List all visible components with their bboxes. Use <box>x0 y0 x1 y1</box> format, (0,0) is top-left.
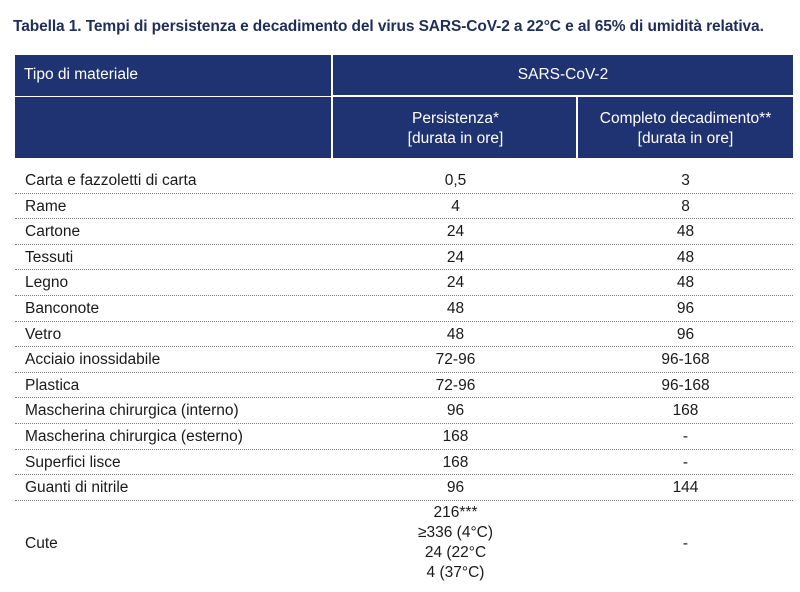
table-row <box>15 168 793 194</box>
cell-persistence-line: 216*** <box>433 504 478 521</box>
cell-persistence: 48 <box>446 325 465 343</box>
table-row <box>15 194 793 220</box>
cell-material: Cute <box>25 535 58 552</box>
cell-material: Vetro <box>25 325 62 343</box>
cell-decay: - <box>682 428 689 445</box>
table-row <box>15 322 793 348</box>
header-decay-line: Completo decadimento** <box>599 110 772 127</box>
cell-persistence-line: ≥336 (4°C) <box>417 524 493 541</box>
cell-persistence: 24 <box>446 274 465 292</box>
table-row <box>15 219 793 245</box>
cell-material: Banconote <box>25 300 100 317</box>
cell-material: Cartone <box>25 223 81 241</box>
cell-material: Plastica <box>25 376 80 394</box>
cell-persistence: 24 <box>446 223 465 241</box>
table-title: Tabella 1. Tempi di persistenza e decadimento del virus SARS-CoV-2 a 22°C e al 65% di umidità relativa. <box>13 18 764 35</box>
cell-persistence: 72-96 <box>435 376 476 394</box>
table-row <box>15 296 793 322</box>
table-row <box>15 270 793 296</box>
cell-persistence: 168 <box>442 428 469 445</box>
cell-material: Mascherina chirurgica (esterno) <box>25 428 243 445</box>
cell-decay: 168 <box>672 402 699 420</box>
cell-decay: 96-168 <box>661 351 710 369</box>
cell-decay: 48 <box>676 248 695 266</box>
table-row <box>15 502 793 588</box>
cell-material: Legno <box>25 274 69 292</box>
cell-decay: 3 <box>681 172 690 189</box>
header-persistence-line: Persistenza* <box>411 110 499 127</box>
table-row <box>15 450 793 476</box>
cell-material: Mascherina chirurgica (interno) <box>25 402 239 420</box>
cell-persistence: 24 <box>446 248 465 266</box>
table-row <box>15 373 793 399</box>
cell-persistence-line: 4 (37°C) <box>426 564 485 581</box>
cell-persistence: 96 <box>446 402 465 420</box>
cell-persistence: 0,5 <box>444 172 467 189</box>
table-row <box>15 398 793 424</box>
header-material: Tipo di materiale <box>24 66 139 83</box>
cell-decay: - <box>682 453 689 471</box>
cell-decay: 48 <box>676 223 695 241</box>
header-persistence <box>335 109 576 149</box>
cell-persistence: 48 <box>446 300 465 317</box>
cell-decay: 48 <box>676 274 695 292</box>
table-row <box>15 245 793 271</box>
header-virus: SARS-CoV-2 <box>517 66 609 83</box>
cell-material: Acciaio inossidabile <box>25 351 161 369</box>
cell-persistence: 4 <box>451 197 460 215</box>
cell-persistence-line: 24 (22°C <box>424 544 487 561</box>
header-decay <box>578 109 793 149</box>
table-row <box>15 347 793 373</box>
header-decay-line: [durata in ore] <box>637 130 734 147</box>
cell-persistence: 96 <box>446 479 465 497</box>
cell-decay: 96 <box>676 325 695 343</box>
cell-persistence <box>335 503 576 583</box>
cell-material: Tessuti <box>25 248 74 266</box>
cell-decay: 96 <box>676 300 695 317</box>
cell-decay: 96-168 <box>661 376 710 394</box>
cell-material: Guanti di nitrile <box>25 479 129 497</box>
cell-persistence: 72-96 <box>435 351 476 369</box>
table-row <box>15 424 793 450</box>
header-persistence-line: [durata in ore] <box>407 130 504 147</box>
cell-material: Carta e fazzoletti di carta <box>25 172 197 189</box>
table-row <box>15 475 793 501</box>
cell-persistence: 168 <box>442 453 469 471</box>
cell-decay: 144 <box>672 479 699 497</box>
cell-material: Superfici lisce <box>25 453 121 471</box>
cell-decay: - <box>682 535 689 552</box>
cell-material: Rame <box>25 197 67 215</box>
cell-decay: 8 <box>681 197 690 215</box>
header-divider <box>333 95 793 97</box>
